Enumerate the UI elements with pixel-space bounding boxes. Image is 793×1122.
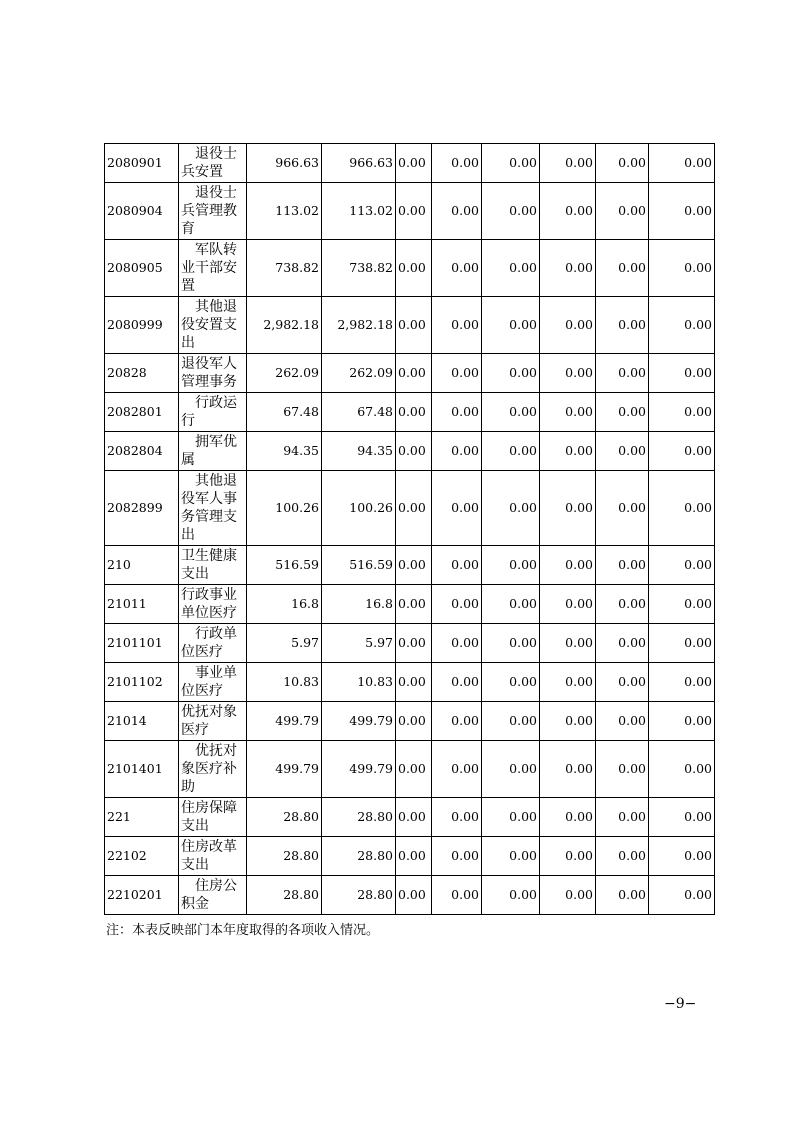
amount-cell: 0.00 — [649, 837, 715, 876]
amount-cell: 0.00 — [432, 546, 482, 585]
amount-cell: 28.80 — [247, 798, 322, 837]
amount-cell: 262.09 — [322, 354, 396, 393]
amount-cell: 113.02 — [322, 183, 396, 240]
amount-cell: 516.59 — [247, 546, 322, 585]
amount-cell: 0.00 — [540, 798, 596, 837]
subject-code-cell: 210 — [105, 546, 179, 585]
amount-cell: 0.00 — [540, 546, 596, 585]
amount-cell: 16.8 — [247, 585, 322, 624]
table-row — [105, 183, 715, 240]
subject-name-cell: 退役士兵管理教育 — [179, 183, 247, 240]
table-row — [105, 798, 715, 837]
subject-name-cell: 住房公积金 — [179, 876, 247, 915]
amount-cell: 0.00 — [396, 741, 432, 798]
amount-cell: 0.00 — [482, 585, 540, 624]
amount-cell: 0.00 — [482, 354, 540, 393]
amount-cell: 0.00 — [649, 354, 715, 393]
table-row — [105, 240, 715, 297]
table-row — [105, 393, 715, 432]
subject-code-cell: 2082804 — [105, 432, 179, 471]
amount-cell: 0.00 — [396, 837, 432, 876]
amount-cell: 0.00 — [396, 432, 432, 471]
amount-cell: 67.48 — [322, 393, 396, 432]
amount-cell: 0.00 — [596, 585, 649, 624]
amount-cell: 0.00 — [649, 798, 715, 837]
amount-cell: 0.00 — [596, 297, 649, 354]
amount-cell: 0.00 — [649, 183, 715, 240]
amount-cell: 0.00 — [396, 183, 432, 240]
amount-cell: 67.48 — [247, 393, 322, 432]
subject-code-cell: 2210201 — [105, 876, 179, 915]
table-row — [105, 741, 715, 798]
amount-cell: 0.00 — [540, 297, 596, 354]
amount-cell: 499.79 — [322, 702, 396, 741]
amount-cell: 0.00 — [482, 624, 540, 663]
amount-cell: 0.00 — [396, 624, 432, 663]
amount-cell: 738.82 — [322, 240, 396, 297]
amount-cell: 0.00 — [396, 471, 432, 546]
amount-cell: 0.00 — [596, 546, 649, 585]
amount-cell: 499.79 — [247, 702, 322, 741]
table-row — [105, 471, 715, 546]
amount-cell: 0.00 — [482, 183, 540, 240]
table-row — [105, 702, 715, 741]
amount-cell: 966.63 — [247, 144, 322, 183]
amount-cell: 0.00 — [432, 798, 482, 837]
amount-cell: 0.00 — [432, 183, 482, 240]
amount-cell: 0.00 — [482, 663, 540, 702]
amount-cell: 2,982.18 — [322, 297, 396, 354]
amount-cell: 0.00 — [396, 297, 432, 354]
subject-name-cell: 其他退役军人事务管理支出 — [179, 471, 247, 546]
subject-name-cell: 退役士兵安置 — [179, 144, 247, 183]
amount-cell: 0.00 — [596, 798, 649, 837]
amount-cell: 0.00 — [396, 144, 432, 183]
subject-name-cell: 其他退役安置支出 — [179, 297, 247, 354]
amount-cell: 0.00 — [396, 240, 432, 297]
subject-name-cell: 住房保障支出 — [179, 798, 247, 837]
amount-cell: 28.80 — [247, 837, 322, 876]
amount-cell: 0.00 — [649, 585, 715, 624]
table-row — [105, 624, 715, 663]
amount-cell: 0.00 — [540, 663, 596, 702]
amount-cell: 10.83 — [322, 663, 396, 702]
subject-name-cell: 行政运行 — [179, 393, 247, 432]
amount-cell: 0.00 — [649, 702, 715, 741]
amount-cell: 0.00 — [596, 837, 649, 876]
table-row — [105, 297, 715, 354]
subject-name-cell: 住房改革支出 — [179, 837, 247, 876]
subject-code-cell: 2082899 — [105, 471, 179, 546]
amount-cell: 0.00 — [432, 624, 482, 663]
table-row — [105, 354, 715, 393]
amount-cell: 0.00 — [432, 240, 482, 297]
amount-cell: 0.00 — [482, 432, 540, 471]
amount-cell: 0.00 — [596, 663, 649, 702]
amount-cell: 0.00 — [649, 297, 715, 354]
amount-cell: 0.00 — [432, 297, 482, 354]
subject-code-cell: 21011 — [105, 585, 179, 624]
table-row — [105, 876, 715, 915]
subject-code-cell: 2080999 — [105, 297, 179, 354]
amount-cell: 0.00 — [540, 354, 596, 393]
table-row — [105, 546, 715, 585]
table-row — [105, 837, 715, 876]
amount-cell: 0.00 — [596, 354, 649, 393]
table-note: 注：本表反映部门本年度取得的各项收入情况。 — [106, 923, 380, 938]
amount-cell: 10.83 — [247, 663, 322, 702]
amount-cell: 262.09 — [247, 354, 322, 393]
amount-cell: 0.00 — [540, 741, 596, 798]
subject-code-cell: 22102 — [105, 837, 179, 876]
amount-cell: 0.00 — [540, 837, 596, 876]
table-row — [105, 585, 715, 624]
amount-cell: 499.79 — [322, 741, 396, 798]
amount-cell: 0.00 — [649, 624, 715, 663]
amount-cell: 516.59 — [322, 546, 396, 585]
amount-cell: 0.00 — [649, 144, 715, 183]
amount-cell: 0.00 — [596, 144, 649, 183]
amount-cell: 28.80 — [322, 876, 396, 915]
amount-cell: 0.00 — [649, 741, 715, 798]
amount-cell: 0.00 — [540, 240, 596, 297]
page-number: −9− — [664, 996, 697, 1012]
amount-cell: 966.63 — [322, 144, 396, 183]
subject-code-cell: 2080901 — [105, 144, 179, 183]
amount-cell: 0.00 — [540, 393, 596, 432]
amount-cell: 0.00 — [482, 297, 540, 354]
subject-code-cell: 221 — [105, 798, 179, 837]
subject-code-cell: 2080905 — [105, 240, 179, 297]
amount-cell: 0.00 — [482, 837, 540, 876]
amount-cell: 0.00 — [596, 183, 649, 240]
amount-cell: 0.00 — [649, 876, 715, 915]
amount-cell: 0.00 — [396, 393, 432, 432]
amount-cell: 94.35 — [322, 432, 396, 471]
amount-cell: 5.97 — [247, 624, 322, 663]
amount-cell: 28.80 — [322, 798, 396, 837]
table-row — [105, 144, 715, 183]
amount-cell: 0.00 — [649, 546, 715, 585]
amount-cell: 2,982.18 — [247, 297, 322, 354]
amount-cell: 0.00 — [482, 471, 540, 546]
subject-name-cell: 优抚对象医疗补助 — [179, 741, 247, 798]
amount-cell: 0.00 — [432, 837, 482, 876]
amount-cell: 0.00 — [596, 876, 649, 915]
amount-cell: 0.00 — [432, 393, 482, 432]
amount-cell: 0.00 — [396, 546, 432, 585]
amount-cell: 0.00 — [432, 585, 482, 624]
amount-cell: 0.00 — [596, 393, 649, 432]
amount-cell: 0.00 — [482, 393, 540, 432]
amount-cell: 28.80 — [247, 876, 322, 915]
amount-cell: 0.00 — [396, 663, 432, 702]
table-row — [105, 663, 715, 702]
table-row — [105, 432, 715, 471]
amount-cell: 0.00 — [649, 432, 715, 471]
amount-cell: 113.02 — [247, 183, 322, 240]
amount-cell: 0.00 — [649, 471, 715, 546]
amount-cell: 0.00 — [432, 144, 482, 183]
amount-cell: 499.79 — [247, 741, 322, 798]
amount-cell: 0.00 — [596, 240, 649, 297]
amount-cell: 0.00 — [482, 876, 540, 915]
subject-code-cell: 2101401 — [105, 741, 179, 798]
amount-cell: 0.00 — [396, 798, 432, 837]
amount-cell: 0.00 — [432, 702, 482, 741]
amount-cell: 0.00 — [540, 144, 596, 183]
subject-name-cell: 退役军人管理事务 — [179, 354, 247, 393]
subject-name-cell: 事业单位医疗 — [179, 663, 247, 702]
subject-name-cell: 行政事业单位医疗 — [179, 585, 247, 624]
amount-cell: 0.00 — [432, 471, 482, 546]
subject-name-cell: 优抚对象医疗 — [179, 702, 247, 741]
amount-cell: 0.00 — [482, 546, 540, 585]
amount-cell: 100.26 — [322, 471, 396, 546]
amount-cell: 0.00 — [482, 702, 540, 741]
subject-code-cell: 2082801 — [105, 393, 179, 432]
amount-cell: 0.00 — [482, 144, 540, 183]
amount-cell: 0.00 — [540, 624, 596, 663]
amount-cell: 0.00 — [540, 432, 596, 471]
amount-cell: 0.00 — [396, 876, 432, 915]
amount-cell: 0.00 — [649, 393, 715, 432]
amount-cell: 16.8 — [322, 585, 396, 624]
subject-code-cell: 2101101 — [105, 624, 179, 663]
amount-cell: 0.00 — [596, 741, 649, 798]
amount-cell: 0.00 — [432, 876, 482, 915]
amount-cell: 0.00 — [396, 702, 432, 741]
amount-cell: 0.00 — [596, 702, 649, 741]
amount-cell: 0.00 — [432, 432, 482, 471]
amount-cell: 0.00 — [432, 741, 482, 798]
amount-cell: 0.00 — [396, 585, 432, 624]
amount-cell: 100.26 — [247, 471, 322, 546]
amount-cell: 0.00 — [482, 741, 540, 798]
subject-code-cell: 20828 — [105, 354, 179, 393]
amount-cell: 28.80 — [322, 837, 396, 876]
amount-cell: 738.82 — [247, 240, 322, 297]
amount-cell: 0.00 — [649, 663, 715, 702]
amount-cell: 0.00 — [596, 432, 649, 471]
subject-name-cell: 军队转业干部安置 — [179, 240, 247, 297]
subject-name-cell: 卫生健康支出 — [179, 546, 247, 585]
table-body — [105, 144, 715, 915]
amount-cell: 0.00 — [396, 354, 432, 393]
amount-cell: 0.00 — [596, 471, 649, 546]
subject-name-cell: 行政单位医疗 — [179, 624, 247, 663]
amount-cell: 0.00 — [482, 798, 540, 837]
amount-cell: 0.00 — [649, 240, 715, 297]
amount-cell: 94.35 — [247, 432, 322, 471]
amount-cell: 0.00 — [482, 240, 540, 297]
subject-code-cell: 21014 — [105, 702, 179, 741]
income-table — [104, 143, 715, 915]
amount-cell: 0.00 — [596, 624, 649, 663]
subject-name-cell: 拥军优属 — [179, 432, 247, 471]
amount-cell: 0.00 — [540, 183, 596, 240]
amount-cell: 0.00 — [540, 585, 596, 624]
subject-code-cell: 2080904 — [105, 183, 179, 240]
amount-cell: 0.00 — [432, 354, 482, 393]
subject-code-cell: 2101102 — [105, 663, 179, 702]
amount-cell: 0.00 — [540, 876, 596, 915]
amount-cell: 0.00 — [432, 663, 482, 702]
amount-cell: 0.00 — [540, 471, 596, 546]
amount-cell: 5.97 — [322, 624, 396, 663]
amount-cell: 0.00 — [540, 702, 596, 741]
